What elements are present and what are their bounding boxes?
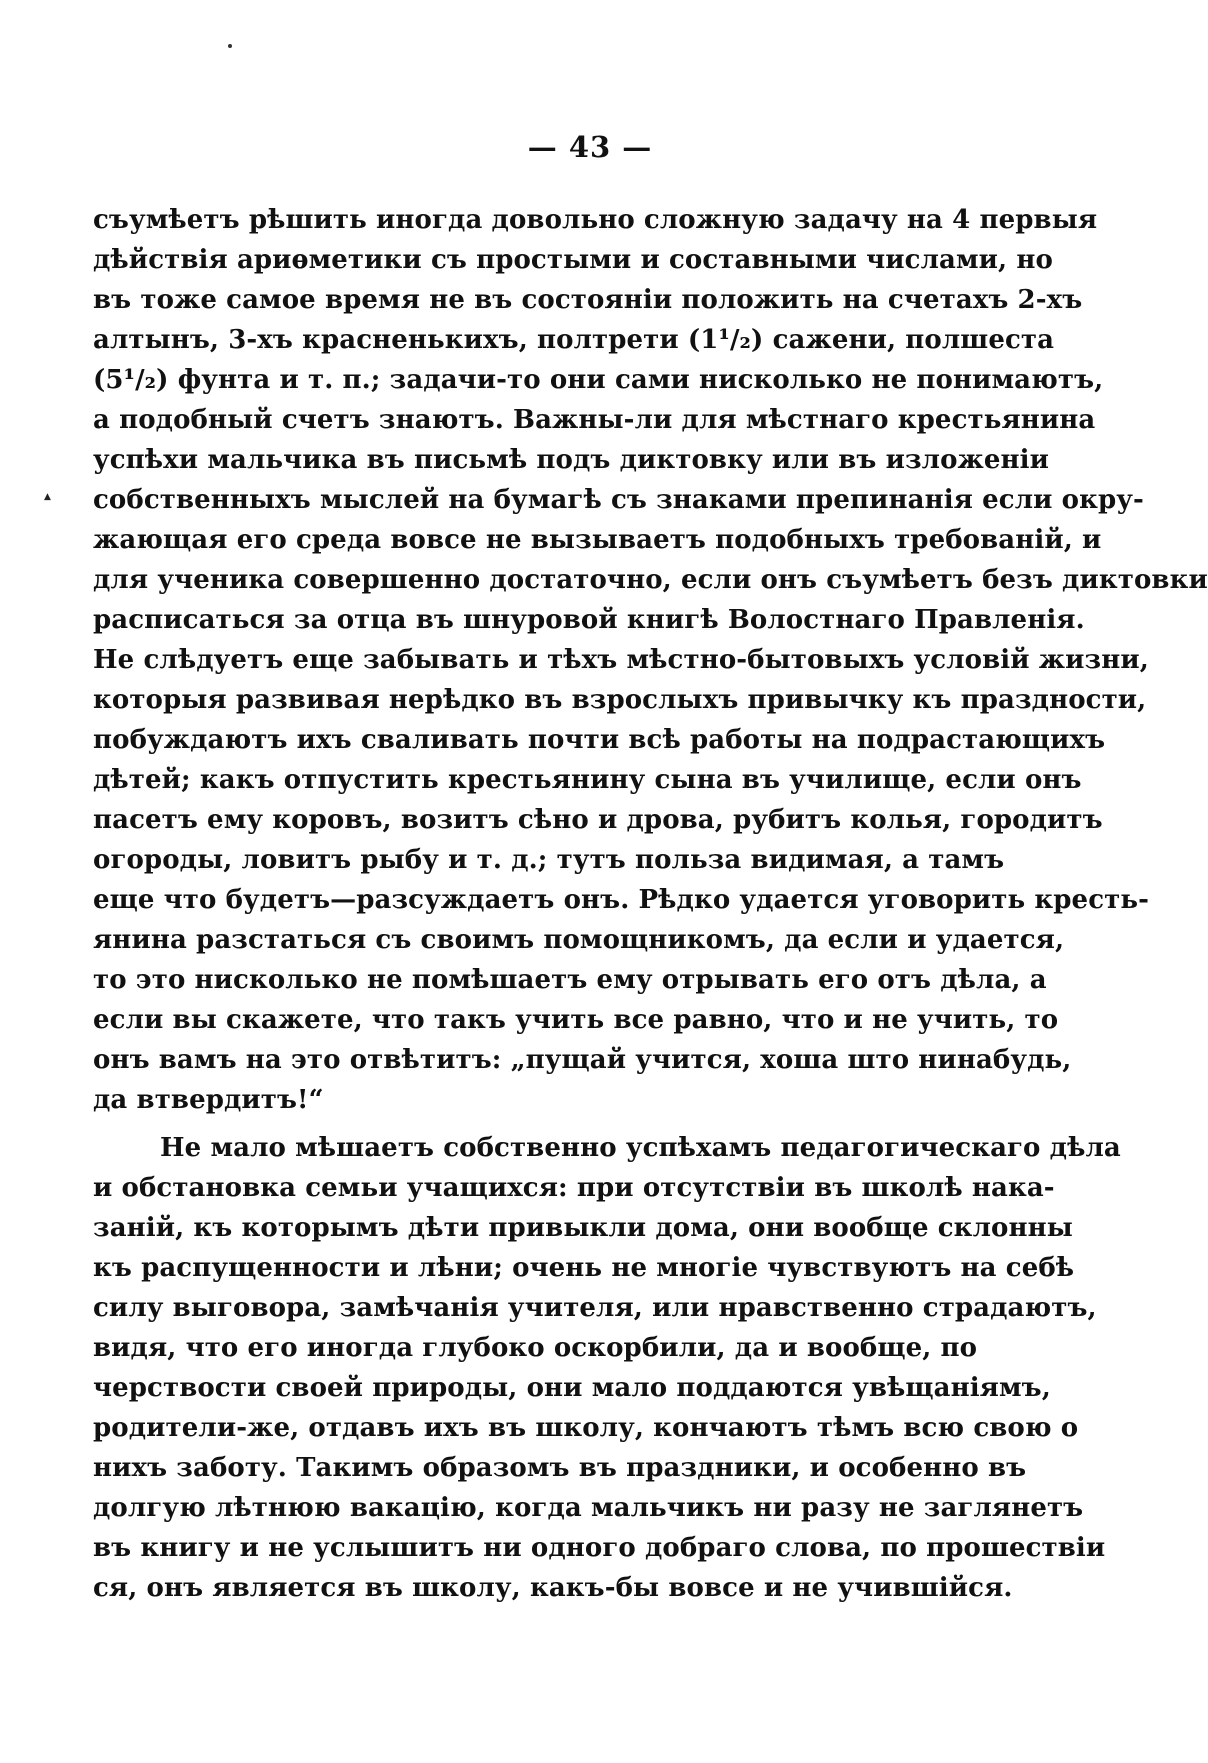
text-line: побуждаютъ ихъ сваливать почти всѣ работы на подрастающихъ	[93, 725, 1106, 755]
text-line: которыя развивая нерѣдко въ взрослыхъ привычку къ праздности,	[93, 685, 1147, 715]
text-line: долгую лѣтнюю вакацію, когда мальчикъ ни разу не заглянетъ	[93, 1493, 1084, 1523]
text-line: дѣйствія ариѳметики съ простыми и составными числами, но	[93, 245, 1053, 275]
text-line: а подобный счетъ знаютъ. Важны-ли для мѣстнаго крестьянина	[93, 405, 1096, 435]
body-text	[93, 200, 1208, 1608]
text-line: то это нисколько не помѣшаетъ ему отрывать его отъ дѣла, а	[93, 965, 1047, 995]
paragraph-2	[93, 1128, 1121, 1608]
text-line: жающая его среда вовсе не вызываетъ подобныхъ требованій, и	[93, 525, 1102, 555]
text-line: въ тоже самое время не въ состояніи положить на счетахъ 2-хъ	[93, 285, 1083, 315]
text-line: да втвердитъ!“	[93, 1085, 324, 1115]
text-line: янина разстаться съ своимъ помощникомъ, да если и удается,	[93, 925, 1065, 955]
text-line: (5¹/₂) фунта и т. п.; задачи-то они сами нисколько не понимаютъ,	[93, 365, 1104, 395]
text-line: расписаться за отца въ шнуровой книгѣ Волостнаго Правленія.	[93, 605, 1085, 635]
text-line: видя, что его иногда глубоко оскорбили, да и вообще, по	[93, 1333, 978, 1363]
text-line: заній, къ которымъ дѣти привыкли дома, они вообще склонны	[93, 1213, 1073, 1243]
text-line: огороды, ловитъ рыбу и т. д.; тутъ польза видимая, а тамъ	[93, 845, 1005, 875]
text-line: еще что будетъ—разсуждаетъ онъ. Рѣдко удается уговорить кресть-	[93, 885, 1149, 915]
text-line: успѣхи мальчика въ письмѣ подъ диктовку или въ изложеніи	[93, 445, 1050, 475]
text-line: онъ вамъ на это отвѣтитъ: „пущай учится, хоша што нинабудь,	[93, 1045, 1072, 1075]
print-speck	[228, 44, 232, 48]
text-line: алтынъ, 3-хъ красненькихъ, полтрети (1¹/₂) сажени, полшеста	[93, 325, 1055, 355]
paragraph-1	[93, 200, 1208, 1120]
text-line: ся, онъ является въ школу, какъ-бы вовсе и не учившійся.	[93, 1573, 1013, 1603]
text-line: къ распущенности и лѣни; очень не многіе чувствуютъ на себѣ	[93, 1253, 1075, 1283]
text-line: черствости своей природы, они мало поддаются увѣщаніямъ,	[93, 1373, 1051, 1403]
text-line: Не слѣдуетъ еще забывать и тѣхъ мѣстно-бытовыхъ условій жизни,	[93, 645, 1149, 675]
margin-mark: ▲	[44, 492, 51, 502]
text-line: силу выговора, замѣчанія учителя, или нравственно страдаютъ,	[93, 1293, 1097, 1323]
page-number: — 43 —	[527, 130, 653, 164]
text-line: если вы скажете, что такъ учить все равно, что и не учить, то	[93, 1005, 1059, 1035]
text-line: для ученика совершенно достаточно, если онъ съумѣетъ безъ диктовки	[93, 565, 1208, 595]
text-line: Не мало мѣшаетъ собственно успѣхамъ педагогическаго дѣла	[160, 1133, 1121, 1163]
text-line: съумѣетъ рѣшить иногда довольно сложную задачу на 4 первыя	[93, 205, 1098, 235]
text-line: и обстановка семьи учащихся: при отсутствіи въ школѣ нака-	[93, 1173, 1055, 1203]
text-line: родители-же, отдавъ ихъ въ школу, кончаютъ тѣмъ всю свою о	[93, 1413, 1079, 1443]
text-line: пасетъ ему коровъ, возитъ сѣно и дрова, рубитъ колья, городитъ	[93, 805, 1103, 835]
text-line: дѣтей; какъ отпустить крестьянину сына въ училище, если онъ	[93, 765, 1082, 795]
text-line: въ книгу и не услышитъ ни одного добраго слова, по прошествіи	[93, 1533, 1106, 1563]
text-line: собственныхъ мыслей на бумагѣ съ знаками препинанія если окру-	[93, 485, 1144, 515]
text-line: нихъ заботу. Такимъ образомъ въ праздники, и особенно въ	[93, 1453, 1027, 1483]
